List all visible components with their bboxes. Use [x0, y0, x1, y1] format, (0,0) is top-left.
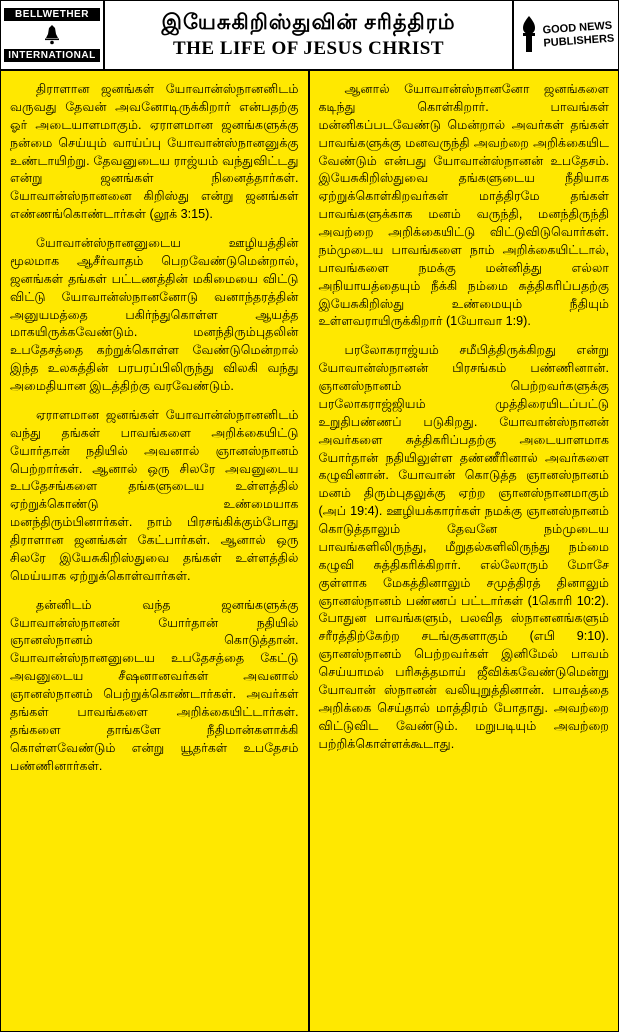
gnp-line2: PUBLISHERS: [543, 32, 615, 50]
good-news-publishers-label: [542, 20, 614, 50]
bellwether-logo: [1, 1, 105, 69]
paragraph: திராளான ஜனங்கள் யோவான்ஸ்நானனிடம் வருவது தேவன் அவனோடிருக்கிறார் என்பதற்கு ஓர் அடையாளமாகும். ஏராளமான ஜனங்களுக்கு நன்மை செய்யும் வாய்ப்பு யோவான்ஸ்நானனுக்கு உண்டாயிற்று. தேவனுடைய ராஜ்யம் வந்துவிட்டது என்று ஜனங்கள் நினைத்தார்கள். யோவான்ஸ்நானனை கிறிஸ்து என்று ஜனங்கள் எண்ணங்கொண்டார்கள் (லூக் 3:15).: [10, 82, 299, 222]
document-body: [1, 71, 618, 1031]
column-left: [1, 71, 310, 1031]
bellwether-top-label: BELLWETHER: [4, 8, 100, 21]
paragraph: யோவான்ஸ்நானனுடைய ஊழியத்தின் மூலமாக ஆசீர்வாதம் பெறவேண்டுமென்றால், ஜனங்கள் தங்கள் பட்டணத்தின் மகிமையை விட்டு விட்டு யோவான்ஸ்நானனோடு வனாந்தரத்தின் அனுயமத்தை பகிர்ந்துகொள்ள ஆயத்த மாகயிருக்கவேண்டும். மனந்திரும்புதலின் உபதேசத்தை கற்றுக்கொள்ள வேண்டுமென்றால் இந்த உலகத்தின் பரபரப்பிலிருந்து விலகி வந்து அமைதியான இடத்திற்கு வரவேண்டும்.: [10, 236, 299, 393]
title-english: THE LIFE OF JESUS CHRIST: [172, 37, 445, 59]
title-tamil: இயேசுகிறிஸ்துவின் சரித்திரம்: [161, 10, 456, 35]
column-right: [310, 71, 619, 1031]
bell-emblem-wrap: [42, 23, 62, 47]
document-header: [1, 1, 618, 71]
good-news-publishers-logo: [514, 1, 618, 69]
bell-emblem: [42, 24, 62, 46]
page-title: [105, 1, 514, 69]
paragraph: ஆனால் யோவான்ஸ்நானனோ ஜனங்களை கடிந்து கொள்கிறார். பாவங்கள் மன்னிகப்படவேண்டு மென்றால் அவர்கள் தங்கள் பாவங்களுக்கு மனவருந்தி அவற்றை அறிக்கையிட வேண்டும் என்பது யோவான்ஸ்நானன் உபதேசம். இயேசுகிறிஸ்துவை தங்களுடைய நீதியாக ஏற்றுக்கொள்கிறவர்கள் மாத்திரமே தங்கள் பாவங்களுக்காக மனம் வருந்தி, மனந்திருந்தி அவற்றை அறிக்கையிட்டு விட்டுவிடுவொர்கள். நம்முடைய பாவங்களை நாம் அறிக்கையிட்டால், பாவங்களை நமக்கு மன்னித்து எல்லா அநியாயத்தையும் நீக்கி நம்மை சுத்திகரிப்பதற்கு இயேசுகிறிஸ்து உண்மையும் நீதியும் உள்ளவராயிருக்கிறார் (1யோவா 1:9).: [318, 82, 609, 329]
paragraph: பரலோகராஜ்யம் சமீபித்திருக்கிறது என்று யோவான்ஸ்நானன் பிரசங்கம் பண்ணினான். ஞானஸ்நானம் பெற்றவர்களுக்கு பரலோகராஜ்ஜியம் முத்திரையிடப்பட்டு உறுதிபண்ணப் படுகிறது. யோவான்ஸ்நானன் அவர்களை சுத்திகரிப்பதற்கு அடையாளமாக யோர்தான் நதியிலுள்ள தண்ணீரினால் அவர்களை கழுவினான். யோவான் கொடுத்த ஞானஸ்நானம் மனம் திரும்புதலுக்கு ஏற்ற ஞானஸ்நானமாகும் (அப் 19:4). ஊழியக்காரர்கள் நமக்கு ஞானஸ்நானம் கொடுத்தாலும் தேவனே நம்முடைய பாவங்களிலிருந்து, மீறுதல்களிலிருந்து நம்மை கழுவி சுத்திகரிக்கிறார். எல்லோரும் மோசே குள்ளாக மேகத்தினாலும் சமுத்திரத் தினாலும் ஞானஸ்நானம் பண்ணப் பட்டார்கள் (1கொரி 10:2). போதுன பாவங்களும், பலவித ஸ்நானனங்களும் சரீரத்திற்கேற்ற சடங்குகளாகும் (எபி 9:10). ஞானஸ்நானம் பெற்றவர்கள் இனிமேல் பாவம் செய்யாமல் பரிசுத்தமாய் ஜீவிக்கவேண்டுமென்று யோவான் ஸ்நானன் வலியுறுத்தினான். பாவத்தை அறிக்கை செய்தால் மாத்திரம் போதாது. அவற்றை விட்டுவிட வேண்டும். மறுபடியும் அவற்றை பற்றிக்கொள்ளக்கூடாது.: [318, 343, 609, 751]
bellwether-bottom-label: INTERNATIONAL: [4, 49, 100, 62]
paragraph: தன்னிடம் வந்த ஜனங்களுக்கு யோவான்ஸ்நானன் யோர்தான் நதியில் ஞானஸ்நானம் கொடுத்தான். யோவான்ஸ்நானனுடைய உபதேசத்தை கேட்டு அவனுடைய சீஷனானவர்கள் அவனால் ஞானஸ்நானம் பெற்றுக்கொண்டார்கள். அவர்கள் தங்கள் பாவங்களை அறிக்கையிட்டார்கள். தங்களை தாங்களே நீதிமான்களாக்கி கொள்ளவேண்டும் என்று யூதர்கள் உபதேசம் பண்ணினார்கள்.: [10, 597, 299, 773]
paragraph: ஏராளமான ஜனங்கள் யோவான்ஸ்நானனிடம் வந்து தங்கள் பாவங்களை அறிக்கையிட்டு யோர்தான் நதியில் அவனால் ஞானஸ்நானம் பெற்றார்கள். ஆனால் ஒரு சிலரே அவனுடைய உபதேசங்களை தங்களுடைய உள்ளத்தில் ஏற்றுக்கொண்டு உண்மையாக மனந்திரும்பினார்கள். நாம் பிரசங்கிக்கும்போது திராளான ஜனங்கள் கேட்பார்கள். ஆனால் ஒரு சிலரே இயேசுகிறிஸ்துவை தங்கள் உள்ளத்தில் மெய்யாக ஏற்றுக்கொள்வார்கள்.: [10, 407, 299, 583]
torch-emblem: [518, 15, 540, 55]
gnp-line1: GOOD NEWS: [542, 20, 613, 37]
